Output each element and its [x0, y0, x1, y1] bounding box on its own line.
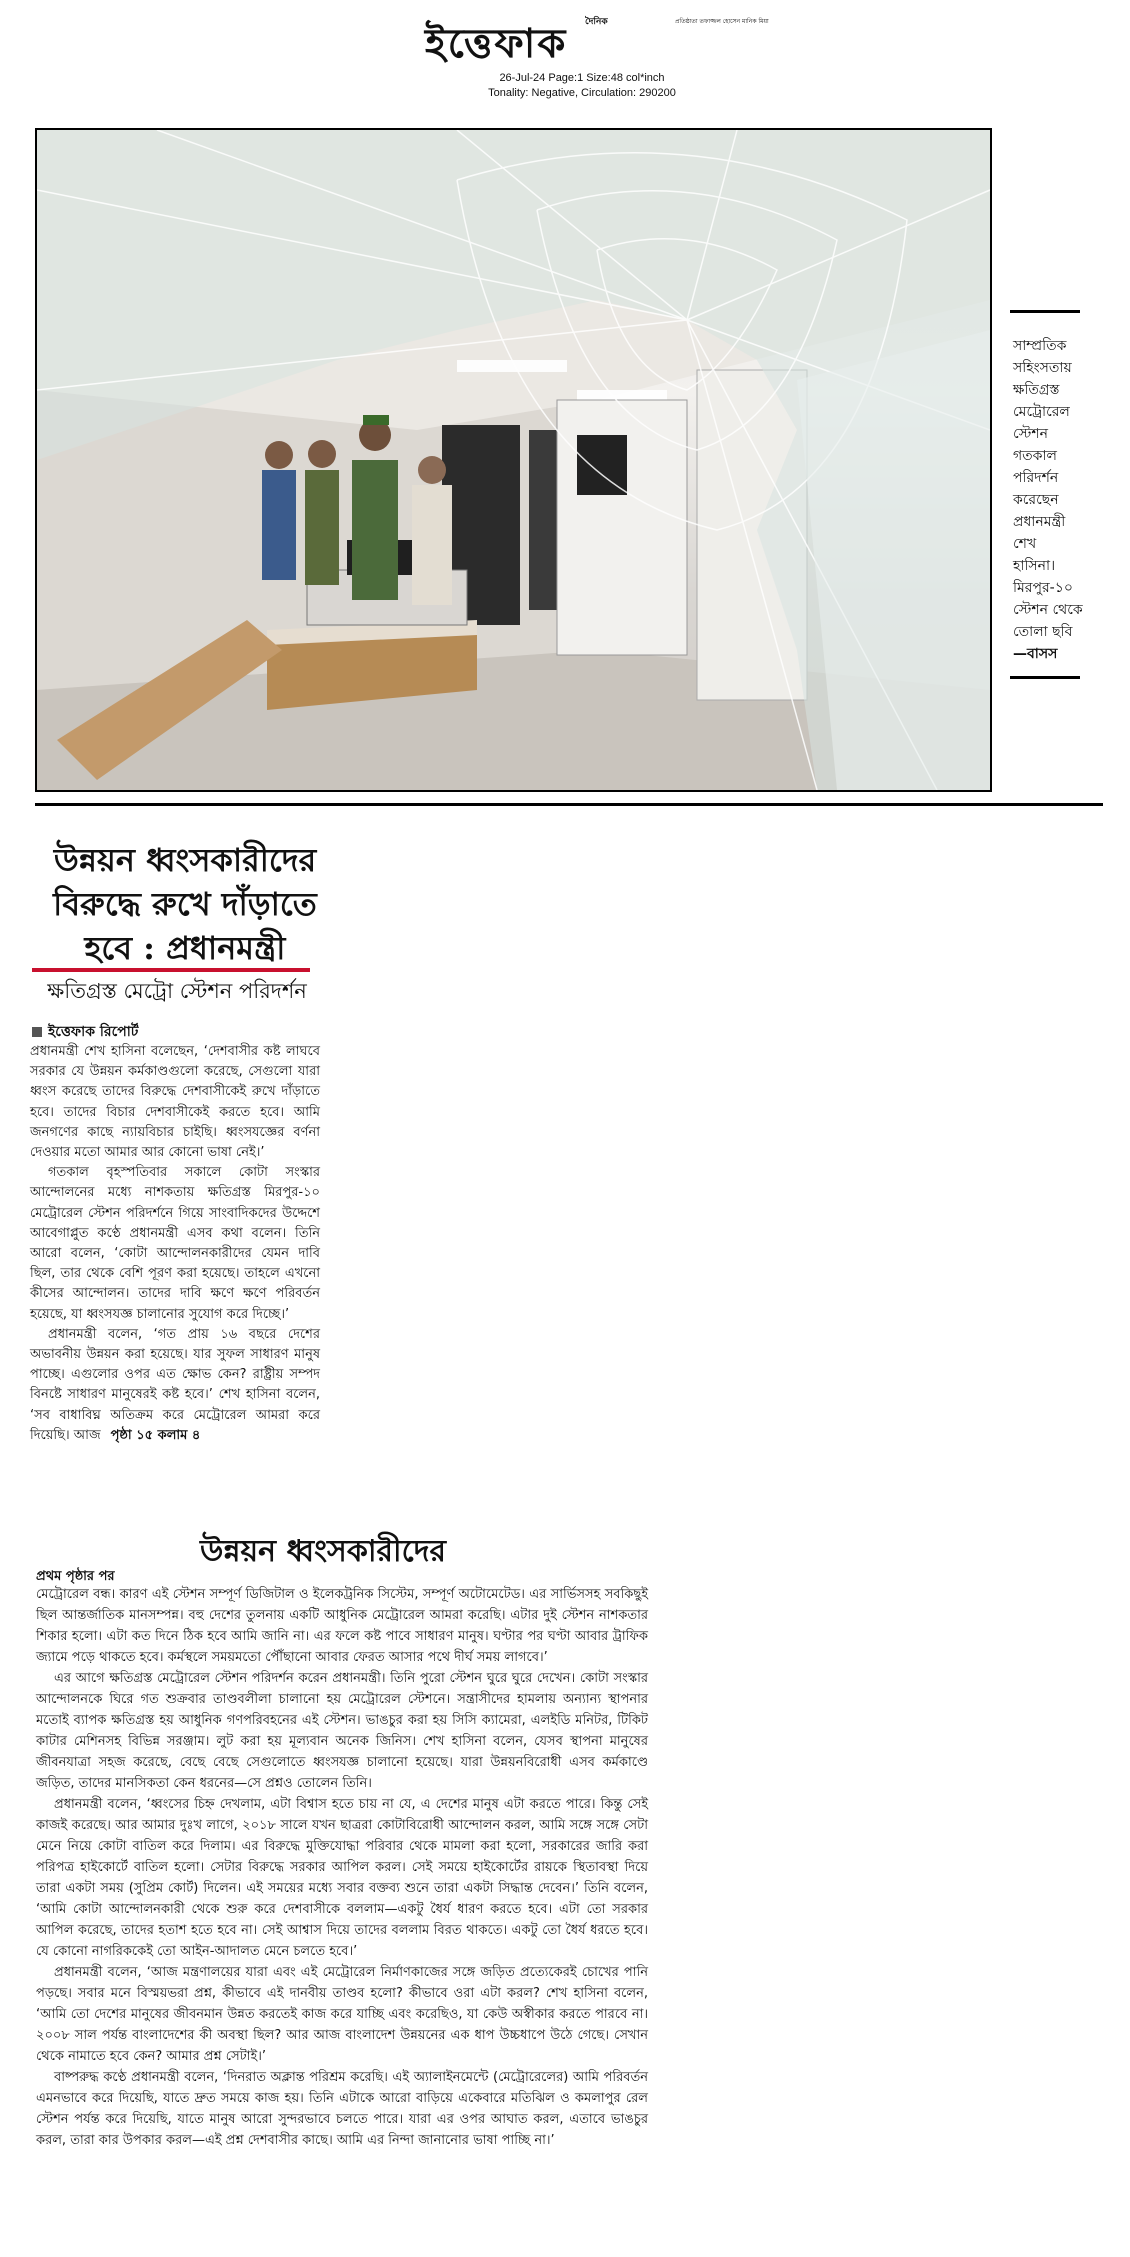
continuation-headline: উন্নয়ন ধ্বংসকারীদের — [200, 1534, 446, 1569]
caption-top-rule — [1010, 310, 1080, 313]
article-headline — [30, 838, 340, 970]
clip-meta-line-2: Tonality: Negative, Circulation: 290200 — [488, 87, 676, 99]
caption-line: স্টেশন থেকে — [1013, 602, 1083, 618]
photo-credit: —বাসস — [1013, 646, 1058, 662]
continuation-paragraph: এর আগে ক্ষতিগ্রস্ত মেট্রোরেল স্টেশন পরিদর্শন করেন প্রধানমন্ত্রী। তিনি পুরো স্টেশন ঘুরে ঘুরে দেখেন। কোটা সংস্কার আন্দোলনকে ঘিরে গত শুক্রবার তাণ্ডবলীলা চালানো হয় মেট্রোরেল স্টেশনে। সন্ত্রাসীদের হামলায় অন্যান্য স্থাপনার মতোই ব্যাপক ক্ষতিগ্রস্ত হয় আধুনিক গণপরিবহনের এই স্টেশন। ভাঙচুর করা হয় সিসি ক্যামেরা, এলইডি মনিটর, টিকিট কাটার মেশিনসহ বিভিন্ন সরঞ্জাম। লুট করা হয় মূল্যবান অনেক জিনিস। শেখ হাসিনা বলেন, যেসব স্থাপনা মানুষের জীবনযাত্রা সহজ করেছে, বেছে বেছে সেগুলোতে ধ্বংসযজ্ঞ চালানো হয়েছে। যারা উন্নয়নবিরোধী এসব কর্মকাণ্ডে জড়িত, তাদের মানসিকতা কেন ধরনের—সে প্রশ্নও তোলেন তিনি। — [36, 1671, 648, 1791]
caption-line: স্টেশন — [1013, 426, 1049, 442]
photo-caption — [1013, 335, 1098, 665]
caption-line: প্রধানমন্ত্রী — [1013, 514, 1066, 530]
headline-line: হবে : প্রধানমন্ত্রী — [84, 929, 286, 967]
continuation-body — [36, 1584, 648, 2151]
byline-square-icon — [32, 1027, 42, 1037]
caption-line: হাসিনা। — [1013, 558, 1056, 574]
masthead-tagline: প্রতিষ্ঠাতা তফাজ্জল হোসেন মানিক মিয়া — [675, 18, 769, 25]
masthead-title: ইত্তেফাক — [425, 20, 568, 67]
continuation-paragraph: বাষ্পরুদ্ধ কণ্ঠে প্রধানমন্ত্রী বলেন, ‘দিনরাত অক্লান্ত পরিশ্রম করেছি। এই অ্যালাইনমেন্টে (মেট্রোরেলের) আমি পরিবর্তন এমনভাবে করে দিয়েছি, যাতে দ্রুত সময়ে কাজ হয়। তিনি এটাকে আরো বাড়িয়ে একেবারে মতিঝিল ও কমলাপুর রেল স্টেশন পর্যন্ত করে দিয়েছি, যাতে মানুষ আরো সুন্দরভাবে চলতে পারে। যারা এর ওপর আঘাত করল, এতাবে ভাঙচুর করল, তারা কার উপকার করল—এই প্রশ্ন দেশবাসীর কাছে। আমি এর নিন্দা জানানোর ভাষা পাচ্ছি না।’ — [36, 2070, 648, 2148]
article-paragraph-text: প্রধানমন্ত্রী বলেন, ‘গত প্রায় ১৬ বছরে দেশের অভাবনীয় উন্নয়ন করা হয়েছে। যার সুফল সাধারণ মানুষ পাচ্ছে। এগুলোর ওপর এত ক্ষোভ কেন? রাষ্ট্রীয় সম্পদ বিনষ্টে সাধারণ মানুষেরই কষ্ট হবে।’ শেখ হাসিনা বলেন, ‘সব বাধাবিঘ্ন অতিক্রম করে মেট্রোরেল আমরা করে দিয়েছি। আজ — [30, 1326, 320, 1443]
article-paragraph: প্রধানমন্ত্রী শেখ হাসিনা বলেছেন, ‘দেশবাসীর কষ্ট লাঘবে সরকার যে উন্নয়ন কর্মকাণ্ডগুলো করেছে, সেগুলো যারা ধ্বংস করেছে তাদের বিরুদ্ধে দেশবাসীকেই রুখে দাঁড়াতে হবে। তাদের বিচার দেশবাসীকেই করতে হবে। আমি জনগণের কাছে ন্যায়বিচার চাইছি। ধ্বংসযজ্ঞের বর্ণনা দেওয়ার মতো আমার আর কোনো ভাষা নেই।’ — [30, 1044, 320, 1161]
continuation-paragraph: প্রধানমন্ত্রী বলেন, ‘ধ্বংসের চিহ্ন দেখলাম, এটা বিশ্বাস হতে চায় না যে, এ দেশের মানুষ এটা করতে পারে। কিন্তু সেই কাজই করেছে। আর আমার দুঃখ লাগে, ২০১৮ সালে যখন ছাত্ররা কোটাবিরোধী আন্দোলন করল, আমি সঙ্গে সঙ্গে সেটা মেনে নিয়ে কোটা বাতিল করে দিলাম। এর বিরুদ্ধে মুক্তিযোদ্ধা পরিবার থেকে মামলা করা হলো, সরকারের জারি করা পরিপত্র হাইকোর্টে বাতিল হলো। সেটার বিরুদ্ধে সরকার আপিল করল। সেই সময়ে হাইকোর্টের রায়কে স্থিতাবস্থা দিয়ে তারা একটা সময় (সুপ্রিম কোর্ট) দিলেন। এই সময়ের মধ্যে সবার বক্তব্য শুনে তারা একটা সিদ্ধান্ত দেবেন।’ তিনি বলেন, ‘আমি কোটা আন্দোলনকারী থেকে শুরু করে দেশবাসীকে বললাম—একটু ধৈর্য ধারণ করতে হবে। এটা তো সরকার আপিল করেছে, তাদের হতাশ হতে হবে না। সেই আশ্বাস দিয়ে তাদের বললাম বিরত থাকতে। একটু তো ধৈর্য ধরতে হবে। যে কোনো নাগরিককেই তো আইন-আদালত মেনে চলতে হবে।’ — [36, 1797, 648, 1959]
caption-line: শেখ — [1013, 536, 1037, 552]
article-paragraph: গতকাল বৃহস্পতিবার সকালে কোটা সংস্কার আন্দোলনের মধ্যে নাশকতায় ক্ষতিগ্রস্ত মিরপুর-১০ মেট্রোরেল স্টেশন পরিদর্শনে গিয়ে সাংবাদিকদের উদ্দেশে আবেগাপ্লুত কণ্ঠে প্রধানমন্ত্রী এসব কথা বলেন। তিনি আরো বলেন, ‘কোটা আন্দোলনকারীদের যেমন দাবি ছিল, তার থেকে বেশি পূরণ করা হয়েছে। তাহলে এখনো কীসের আন্দোলন। তাদের দাবি ক্ষণে ক্ষণে পরিবর্তন হয়েছে, যা ধ্বংসযজ্ঞ চালানোর সুযোগ করে দিচ্ছে।’ — [30, 1165, 320, 1322]
byline-text: ইত্তেফাক রিপোর্ট — [48, 1024, 139, 1040]
caption-line: গতকাল — [1013, 448, 1057, 464]
news-photo — [35, 128, 992, 792]
continuation-paragraph: প্রধানমন্ত্রী বলেন, ‘আজ মন্ত্রণালয়ের যারা এবং এই মেট্রোরেল নির্মাণকাজের সঙ্গে জড়িত প্রত্যেকেরই চোখের পানি পড়ছে। সবার মনে বিস্ময়ভরা প্রশ্ন, কীভাবে এই দানবীয় তাণ্ডব হলো? কীভাবে ওরা এটা করল? শেখ হাসিনা বলেন, ‘আমি তো দেশের মানুষের জীবনমান উন্নত করতেই কাজ করে যাচ্ছি এবং করেছিও, যা কেউ অস্বীকার করতে পারবে না। ২০০৮ সাল পর্যন্ত বাংলাদেশের কী অবস্থা ছিল? আর আজ বাংলাদেশ উন্নয়নের এক ধাপ উচ্চধাপে উঠে গেছে। সেখান থেকে নামাতে হবে কেন? আমার প্রশ্ন সেটাই।’ — [36, 1965, 648, 2064]
caption-line: তোলা ছবি — [1013, 624, 1073, 640]
headline-line: উন্নয়ন ধ্বংসকারীদের — [53, 841, 317, 879]
masthead — [425, 6, 769, 67]
caption-line: করেছেন — [1013, 492, 1059, 508]
section-divider — [35, 803, 1103, 806]
continuation-paragraph: মেট্রোরেল বন্ধ। কারণ এই স্টেশন সম্পূর্ণ ডিজিটাল ও ইলেকট্রনিক সিস্টেম, সম্পূর্ণ অটোমেটেড। এর সার্ভিসসহ সবকিছুই ছিল আন্তর্জাতিক মানসম্পন্ন। বহু দেশের তুলনায় একটি আধুনিক মেট্রোরেল আমরা করেছি। এটার দুই স্টেশন নাশকতার শিকার হলো। এটা কত দিনে ঠিক হবে আমি জানি না। এর ফলে কষ্ট পাবে সাধারণ মানুষ। ঘণ্টার পর ঘণ্টা আবার ট্রাফিক জ্যামে পড়ে থাকতে হবে। কর্মস্থলে সময়মতো পৌঁছানো আবার ফেরত আসার পথে দীর্ঘ সময় লাগবে।’ — [36, 1587, 648, 1665]
continuation-label: প্রথম পৃষ্ঠার পর — [36, 1569, 115, 1584]
article-subhead: ক্ষতিগ্রস্ত মেট্রো স্টেশন পরিদর্শন — [47, 979, 307, 1003]
caption-line: সহিংসতায় — [1013, 360, 1072, 376]
caption-line: সাম্প্রতিক — [1013, 338, 1067, 354]
jump-reference: পৃষ্ঠা ১৫ কলাম ৪ — [110, 1427, 201, 1443]
photo-illustration — [37, 130, 990, 790]
caption-line: ক্ষতিগ্রস্ত — [1013, 382, 1060, 398]
caption-line: পরিদর্শন — [1013, 470, 1059, 486]
caption-bottom-rule — [1010, 676, 1080, 679]
headline-red-rule — [32, 968, 310, 972]
article-body — [30, 1042, 320, 1446]
masthead-prefix: দৈনিক — [585, 17, 608, 27]
clip-meta-line-1: 26-Jul-24 Page:1 Size:48 col*inch — [499, 72, 665, 84]
article-byline — [32, 1020, 138, 1044]
headline-line: বিরুদ্ধে রুখে দাঁড়াতে — [53, 885, 317, 923]
article-paragraph — [30, 1325, 320, 1446]
caption-line: মিরপুর-১০ — [1013, 580, 1073, 596]
caption-line: মেট্রোরেল — [1013, 404, 1070, 420]
